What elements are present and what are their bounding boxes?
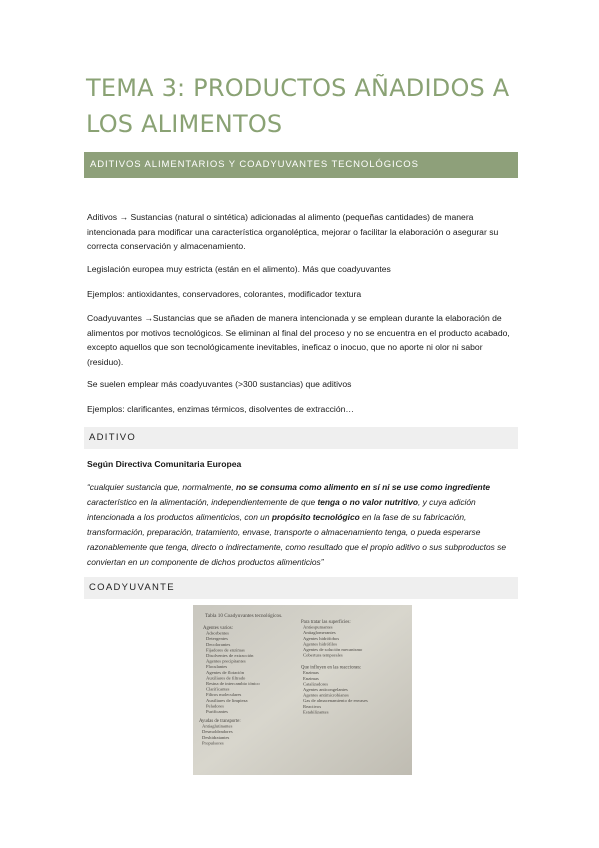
quote-bold: tenga o no valor nutritivo [317, 497, 418, 507]
directive-quote [87, 480, 515, 570]
section-heading-aditivo: ADITIVO [84, 427, 518, 449]
photo-left-item: Clarificantes [206, 686, 230, 692]
quote-part: característico en la alimentación, independientemente de que [87, 497, 318, 507]
paragraph-legislacion: Legislación europea muy estricta (están en el alimento). Más que coadyuvantes [87, 264, 391, 274]
directive-heading: Según Directiva Comunitaria Europea [87, 459, 242, 469]
section-banner: ADITIVOS ALIMENTARIOS Y COADYUVANTES TECNOLÓGICOS [84, 152, 518, 178]
photo-right-item: Enzimas [303, 670, 319, 676]
photo-left-item: Peladores [206, 703, 224, 709]
photo-right-item: Antiaglomerantes [303, 630, 336, 636]
photo-right-item: Catalizadores [303, 681, 328, 687]
photo-left-item: Agentes precipitantes [206, 658, 246, 664]
photo-right-item: Agentes hidrófilos [303, 641, 338, 647]
photo-left-item: Resina de intercambio iónico [206, 681, 260, 686]
photo-left-item: Deshidratantes [202, 734, 230, 740]
photo-right-item: Cobertura temporales [303, 652, 343, 658]
photo-left-item: Adsorbentes [206, 630, 229, 636]
photo-left-item: Fijadores de enzimas [206, 647, 245, 653]
paragraph-coadyuvantes: Coadyuvantes →Sustancias que se añaden de manera intencionada y se emplean durante la elaboración de alimentos por motivos tecnológicos. Se eliminan al final del proceso y no se encuentra en el producto acabado, excepto aquellos que son tecnológicamente inevitables, ineficaz o inocuo, que no aporte ni olor ni sabor (residuo). [87, 313, 510, 367]
photo-left-item: Propulsores [202, 740, 224, 746]
quote-bold: propósito tecnológico [271, 512, 360, 522]
photo-left-item: Desmoldeadores [202, 729, 233, 735]
photo-right-item: Estabilizantes [303, 709, 329, 715]
photo-left-item: Auxiliares de filtrado [206, 675, 246, 681]
paragraph-ejemplos-aditivos: Ejemplos: antioxidantes, conservadores, colorantes, modificador textura [87, 289, 362, 299]
photo-left-item: Agentes de flotación [206, 669, 245, 675]
photo-right-item: Agentes anticongelantes [303, 687, 348, 692]
photo-right-item: Agentes de solución mecanismo [303, 647, 363, 652]
paragraph-aditivos [87, 210, 515, 254]
photo-right-item: Enzimas [303, 675, 319, 681]
paragraph-ejemplos-coadyuvantes: Ejemplos: clarificantes, enzimas térmicos, disolventes de extracción… [87, 404, 354, 414]
photo-left-item: Detergentes [206, 636, 228, 642]
photo-left-item: Floculantes [206, 664, 228, 670]
aditivos-definition: Aditivos → Sustancias (natural o sintética) adicionadas al alimento (pequeñas cantidades) de manera intencionada para modificar una característica organoléptica, mejorar o facilitar la elaboración o asegurar su correcta conservación y almacenamiento. [87, 212, 499, 251]
photo-right-heading-2: Que influyen en las reacciones: [301, 665, 362, 671]
photo-left-item: Auxiliares de limpieza [206, 697, 248, 703]
photo-left-item: Disolventes de extracción [206, 653, 254, 658]
photo-left-heading-2: Ayudas de transporte: [199, 719, 241, 724]
photo-left-item: Antiaglutinantes [202, 723, 233, 729]
photo-caption: Tabla 10 Coadyuvantes tecnológicos. [205, 613, 283, 619]
photo-right-item: Agentes hidrófobos [303, 635, 340, 641]
section-heading-coadyuvante: COADYUVANTE [84, 577, 518, 599]
quote-part: , y cuya adición intencionada a los productos alimenticios, con un [87, 497, 476, 522]
photo-right-item: Reactivos [303, 703, 322, 709]
photo-right-item: Antiespumantes [303, 624, 333, 630]
photo-left-item: Decolorantes [206, 641, 231, 647]
coadyuvantes-table-photo [193, 605, 412, 775]
photo-right-item: Agentes antimicrobianos [303, 692, 349, 698]
paragraph-cantidad: Se suelen emplear más coadyuvantes (>300 sustancias) que aditivos [87, 379, 352, 389]
quote-part: “cualquier sustancia que, normalmente, [87, 482, 236, 492]
page-title: TEMA 3: PRODUCTOS AÑADIDOS A LOS ALIMENTOS [86, 74, 510, 138]
quote-part: en la fase de su fabricación, transformación, preparación, tratamiento, envase, transporte o almacenamiento tenga, o pueda esperarse razonablemente que tenga, directo o indirectamente, como resultado que el propio aditivo o sus subproductos se conviertan en un componente de dichos productos alimenticios” [87, 512, 507, 567]
photo-left-item: Filtros moleculares [206, 692, 242, 698]
photo-right-item: Gas de almacenamiento de envases [303, 698, 368, 704]
photo-left-heading: Agentes varios: [203, 626, 233, 631]
photo-right-heading: Para tratar las superficies: [301, 620, 351, 625]
photo-left-item: Purificantes [206, 709, 228, 714]
quote-bold: no se consuma como alimento en sí ni se use como ingrediente [235, 482, 491, 492]
